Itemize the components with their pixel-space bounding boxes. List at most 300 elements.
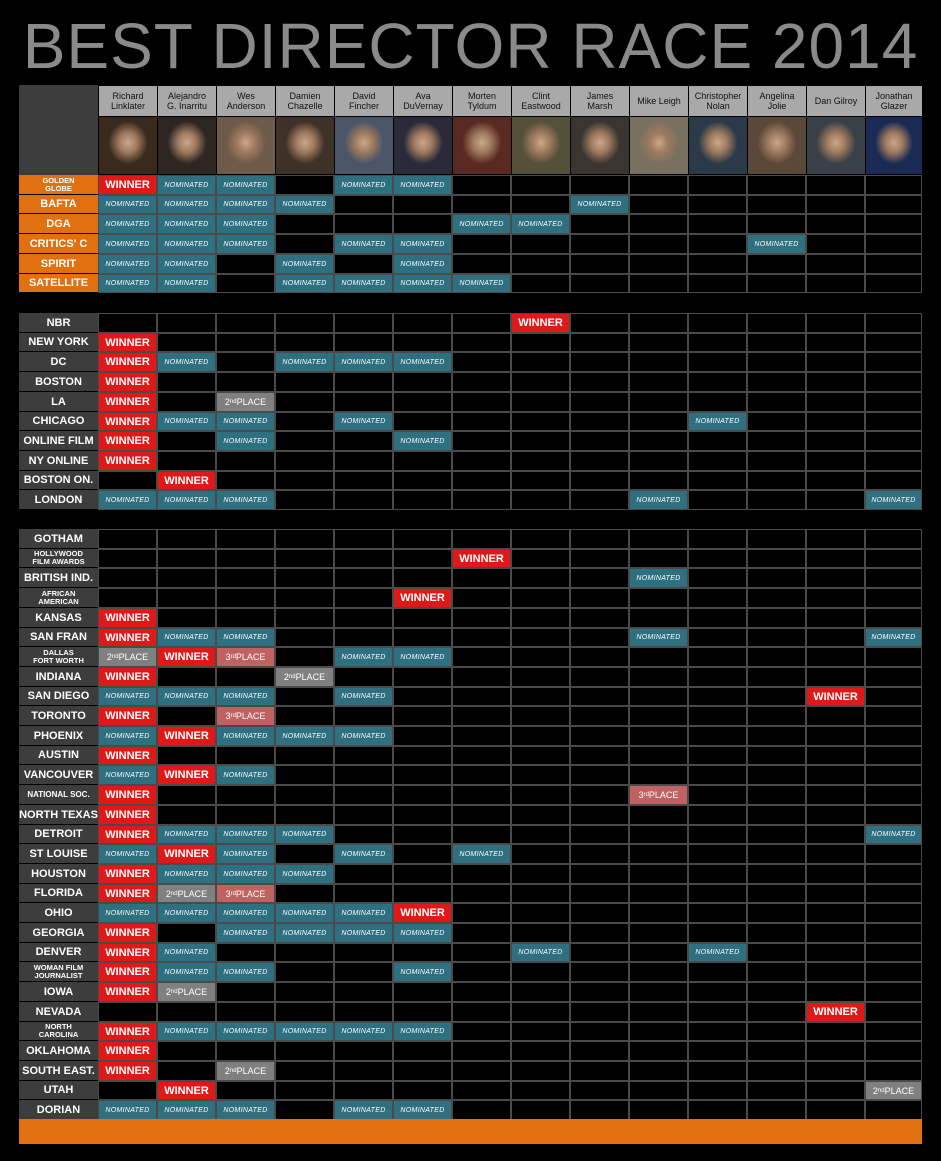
result-cell (688, 254, 747, 274)
result-cell (452, 1061, 511, 1081)
nominated-badge: NOMINATED (99, 215, 156, 233)
result-cell (688, 175, 747, 195)
nominated-badge: NOMINATED (335, 648, 392, 666)
result-cell (334, 214, 393, 234)
result-cell (865, 214, 922, 234)
nominated-badge: NOMINATED (158, 491, 215, 509)
winner-badge: WINNER (99, 334, 156, 351)
result-cell (511, 568, 570, 588)
result-cell (629, 313, 688, 333)
result-cell (511, 274, 570, 293)
result-cell (334, 884, 393, 903)
winner-badge: WINNER (99, 176, 156, 194)
result-cell (393, 844, 452, 864)
result-cell (570, 352, 629, 372)
place-badge: 3 rd PLACE (217, 648, 274, 666)
award-label: AFRICAN AMERICAN (19, 588, 98, 607)
result-cell (747, 923, 806, 943)
winner-badge: WINNER (99, 826, 156, 843)
result-cell (865, 333, 922, 352)
result-cell (452, 234, 511, 254)
nominated-badge: NOMINATED (99, 235, 156, 253)
result-cell (157, 588, 216, 608)
result-cell (688, 529, 747, 549)
result-cell (629, 962, 688, 982)
result-cell (334, 608, 393, 628)
result-cell (688, 785, 747, 805)
result-cell (393, 1041, 452, 1061)
result-cell (747, 1081, 806, 1100)
result-cell (334, 568, 393, 588)
award-label: NATIONAL SOC. (19, 785, 98, 804)
place-badge: 3 rd PLACE (217, 885, 274, 902)
result-cell (629, 1100, 688, 1120)
column-header: Jonathan Glazer (866, 86, 922, 116)
director-photo (512, 117, 570, 174)
result-cell (806, 647, 865, 667)
nominated-badge: NOMINATED (217, 865, 274, 883)
result-cell (629, 726, 688, 746)
result-cell (570, 884, 629, 903)
result-cell (216, 982, 275, 1002)
result-cell (511, 825, 570, 844)
result-cell (747, 588, 806, 608)
result-cell (393, 372, 452, 392)
result-cell (806, 195, 865, 214)
result-cell (452, 1081, 511, 1100)
nominated-badge: NOMINATED (158, 826, 215, 843)
result-cell (216, 1041, 275, 1061)
column-header: Clint Eastwood (512, 86, 570, 116)
result-cell (334, 451, 393, 471)
winner-badge: WINNER (99, 786, 156, 804)
result-cell (157, 706, 216, 726)
result-cell (511, 785, 570, 805)
result-cell (806, 1100, 865, 1120)
award-label: OKLAHOMA (19, 1041, 98, 1060)
result-cell (688, 864, 747, 884)
column-header: Christopher Nolan (689, 86, 747, 116)
result-cell (334, 1002, 393, 1022)
result-cell (806, 412, 865, 431)
winner-badge: WINNER (99, 452, 156, 470)
winner-badge: WINNER (99, 353, 156, 371)
result-cell (275, 392, 334, 412)
result-cell (216, 274, 275, 293)
result-cell (806, 608, 865, 628)
nominated-badge: NOMINATED (99, 196, 156, 213)
result-cell (688, 313, 747, 333)
result-cell (157, 1041, 216, 1061)
nominated-badge: NOMINATED (394, 255, 451, 273)
result-cell (334, 254, 393, 274)
result-cell (216, 805, 275, 825)
result-cell (806, 214, 865, 234)
result-cell (157, 1061, 216, 1081)
winner-badge: WINNER (807, 688, 864, 705)
result-cell (629, 254, 688, 274)
result-cell (865, 706, 922, 726)
result-cell (806, 490, 865, 510)
result-cell (334, 431, 393, 451)
result-cell (393, 392, 452, 412)
result-cell (629, 903, 688, 923)
result-cell (452, 1100, 511, 1120)
result-cell (452, 313, 511, 333)
result-cell (452, 352, 511, 372)
result-cell (334, 706, 393, 726)
nominated-badge: NOMINATED (217, 432, 274, 450)
nominated-badge: NOMINATED (335, 1023, 392, 1040)
result-cell (747, 214, 806, 234)
result-cell (452, 864, 511, 884)
result-cell (806, 392, 865, 412)
director-photo (807, 117, 865, 174)
result-cell (334, 333, 393, 352)
result-cell (275, 1061, 334, 1081)
result-cell (629, 1002, 688, 1022)
result-cell (452, 943, 511, 962)
result-cell (452, 765, 511, 785)
result-cell (865, 844, 922, 864)
result-cell (393, 568, 452, 588)
result-cell (806, 943, 865, 962)
result-cell (334, 392, 393, 412)
nominated-badge: NOMINATED (217, 924, 274, 942)
result-cell (334, 785, 393, 805)
result-cell (806, 451, 865, 471)
award-label: BAFTA (19, 195, 98, 213)
result-cell (511, 1041, 570, 1061)
nominated-badge: NOMINATED (276, 727, 333, 745)
result-cell (688, 805, 747, 825)
result-cell (275, 588, 334, 608)
result-cell (275, 844, 334, 864)
result-cell (334, 1041, 393, 1061)
column-header: Mike Leigh (630, 86, 688, 116)
award-label: NEVADA (19, 1002, 98, 1021)
result-cell (452, 588, 511, 608)
nominated-badge: NOMINATED (335, 727, 392, 745)
award-label: KANSAS (19, 608, 98, 627)
director-photo (866, 117, 922, 174)
nominated-badge: NOMINATED (276, 255, 333, 273)
result-cell (570, 471, 629, 490)
column-header: Wes Anderson (217, 86, 275, 116)
result-cell (275, 529, 334, 549)
result-cell (570, 274, 629, 293)
column-header: Damien Chazelle (276, 86, 334, 116)
result-cell (865, 549, 922, 568)
nominated-badge: NOMINATED (335, 904, 392, 922)
result-cell (629, 667, 688, 687)
result-cell (334, 746, 393, 765)
result-cell (511, 923, 570, 943)
result-cell (865, 431, 922, 451)
page-title: BEST DIRECTOR RACE 2014 (22, 10, 919, 82)
result-cell (452, 1041, 511, 1061)
result-cell (747, 313, 806, 333)
result-cell (688, 333, 747, 352)
result-cell (393, 490, 452, 510)
result-cell (865, 451, 922, 471)
result-cell (688, 1081, 747, 1100)
result-cell (393, 884, 452, 903)
result-cell (511, 805, 570, 825)
result-cell (806, 529, 865, 549)
result-cell (806, 1041, 865, 1061)
result-cell (629, 451, 688, 471)
nominated-badge: NOMINATED (335, 1101, 392, 1119)
award-label: LONDON (19, 490, 98, 509)
result-cell (629, 333, 688, 352)
result-cell (393, 333, 452, 352)
result-cell (688, 923, 747, 943)
result-cell (629, 1061, 688, 1081)
nominated-badge: NOMINATED (99, 255, 156, 273)
winner-badge: WINNER (99, 1062, 156, 1080)
result-cell (452, 1002, 511, 1022)
result-cell (275, 471, 334, 490)
result-cell (393, 864, 452, 884)
result-cell (452, 687, 511, 706)
column-header: Alejandro G. Inarritu (158, 86, 216, 116)
winner-badge: WINNER (99, 944, 156, 961)
award-label: DGA (19, 214, 98, 233)
nominated-badge: NOMINATED (276, 196, 333, 213)
result-cell (334, 1081, 393, 1100)
column-header: Ava DuVernay (394, 86, 452, 116)
result-cell (806, 825, 865, 844)
nominated-badge: NOMINATED (512, 944, 569, 961)
nominated-badge: NOMINATED (217, 235, 274, 253)
nominated-badge: NOMINATED (217, 215, 274, 233)
result-cell (511, 903, 570, 923)
nominated-badge: NOMINATED (217, 904, 274, 922)
result-cell (747, 392, 806, 412)
result-cell (865, 1002, 922, 1022)
result-cell (157, 451, 216, 471)
result-cell (629, 195, 688, 214)
result-cell (393, 943, 452, 962)
result-cell (570, 982, 629, 1002)
result-cell (865, 785, 922, 805)
nominated-badge: NOMINATED (335, 924, 392, 942)
result-cell (216, 785, 275, 805)
result-cell (865, 412, 922, 431)
nominated-badge: NOMINATED (453, 275, 510, 292)
winner-badge: WINNER (99, 865, 156, 883)
result-cell (747, 785, 806, 805)
result-cell (511, 490, 570, 510)
result-cell (570, 451, 629, 471)
result-cell (511, 412, 570, 431)
result-cell (629, 746, 688, 765)
award-label: SATELLITE (19, 274, 98, 292)
result-cell (334, 372, 393, 392)
result-cell (629, 372, 688, 392)
result-cell (452, 471, 511, 490)
result-cell (688, 431, 747, 451)
award-label: BRITISH IND. (19, 568, 98, 587)
result-cell (570, 529, 629, 549)
nominated-badge: NOMINATED (217, 963, 274, 981)
result-cell (216, 549, 275, 568)
result-cell (511, 962, 570, 982)
result-cell (688, 765, 747, 785)
result-cell (216, 746, 275, 765)
result-cell (570, 1081, 629, 1100)
result-cell (629, 805, 688, 825)
nominated-badge: NOMINATED (335, 353, 392, 371)
result-cell (747, 431, 806, 451)
result-cell (98, 529, 157, 549)
result-cell (688, 1100, 747, 1120)
result-cell (747, 490, 806, 510)
award-label: TORONTO (19, 706, 98, 725)
result-cell (216, 471, 275, 490)
result-cell (629, 923, 688, 943)
winner-badge: WINNER (99, 432, 156, 450)
result-cell (452, 608, 511, 628)
result-cell (511, 529, 570, 549)
winner-badge: WINNER (99, 629, 156, 646)
award-label: LA (19, 392, 98, 411)
result-cell (688, 471, 747, 490)
result-cell (452, 726, 511, 746)
result-cell (688, 274, 747, 293)
result-cell (157, 568, 216, 588)
winner-badge: WINNER (807, 1003, 864, 1021)
result-cell (275, 214, 334, 234)
result-cell (806, 234, 865, 254)
place-badge: 2 nd PLACE (217, 393, 274, 411)
nominated-badge: NOMINATED (158, 688, 215, 705)
result-cell (570, 647, 629, 667)
result-cell (216, 372, 275, 392)
award-label: SAN DIEGO (19, 687, 98, 705)
nominated-badge: NOMINATED (99, 904, 156, 922)
nominated-badge: NOMINATED (276, 275, 333, 292)
result-cell (865, 313, 922, 333)
result-cell (216, 313, 275, 333)
nominated-badge: NOMINATED (394, 648, 451, 666)
director-photo (453, 117, 511, 174)
result-cell (570, 726, 629, 746)
result-cell (806, 333, 865, 352)
result-cell (865, 352, 922, 372)
result-cell (570, 175, 629, 195)
award-label: PHOENIX (19, 726, 98, 745)
column-header: David Fincher (335, 86, 393, 116)
result-cell (570, 1041, 629, 1061)
place-badge: 2 nd PLACE (217, 1062, 274, 1080)
nominated-badge: NOMINATED (335, 176, 392, 194)
result-cell (865, 805, 922, 825)
result-cell (629, 943, 688, 962)
nominated-badge: NOMINATED (394, 1101, 451, 1119)
nominated-badge: NOMINATED (453, 845, 510, 863)
result-cell (806, 706, 865, 726)
result-cell (570, 765, 629, 785)
result-cell (688, 982, 747, 1002)
column-header: Angelina Jolie (748, 86, 806, 116)
result-cell (275, 785, 334, 805)
result-cell (511, 451, 570, 471)
award-label: VANCOUVER (19, 765, 98, 784)
result-cell (629, 647, 688, 667)
result-cell (747, 962, 806, 982)
result-cell (629, 765, 688, 785)
result-cell (629, 529, 688, 549)
result-cell (393, 765, 452, 785)
place-badge: 2 nd PLACE (158, 983, 215, 1001)
result-cell (157, 313, 216, 333)
column-header: James Marsh (571, 86, 629, 116)
result-cell (511, 706, 570, 726)
result-cell (806, 864, 865, 884)
result-cell (275, 490, 334, 510)
result-cell (865, 1061, 922, 1081)
result-cell (865, 588, 922, 608)
result-cell (570, 923, 629, 943)
result-cell (98, 549, 157, 568)
winner-badge: WINNER (394, 589, 451, 607)
result-cell (865, 568, 922, 588)
winner-badge: WINNER (158, 727, 215, 745)
result-cell (747, 175, 806, 195)
award-label: CRITICS' C (19, 234, 98, 253)
result-cell (452, 706, 511, 726)
director-photo (276, 117, 334, 174)
result-cell (157, 333, 216, 352)
result-cell (511, 1022, 570, 1041)
award-label: NORTH TEXAS (19, 805, 98, 824)
winner-badge: WINNER (99, 413, 156, 430)
result-cell (806, 884, 865, 903)
result-cell (511, 1100, 570, 1120)
nominated-badge: NOMINATED (217, 196, 274, 213)
result-cell (157, 392, 216, 412)
result-cell (806, 431, 865, 451)
result-cell (452, 647, 511, 667)
result-cell (216, 667, 275, 687)
result-cell (806, 313, 865, 333)
result-cell (511, 333, 570, 352)
result-cell (275, 313, 334, 333)
result-cell (511, 982, 570, 1002)
result-cell (275, 943, 334, 962)
result-cell (865, 962, 922, 982)
result-cell (570, 844, 629, 864)
result-cell (747, 687, 806, 706)
result-cell (747, 254, 806, 274)
result-cell (688, 1041, 747, 1061)
result-cell (629, 1041, 688, 1061)
nominated-badge: NOMINATED (335, 275, 392, 292)
award-label: SPIRIT (19, 254, 98, 273)
result-cell (393, 628, 452, 647)
result-cell (452, 884, 511, 903)
nominated-badge: NOMINATED (158, 1023, 215, 1040)
nominated-badge: NOMINATED (630, 629, 687, 646)
nominated-badge: NOMINATED (99, 727, 156, 745)
result-cell (806, 471, 865, 490)
result-cell (865, 175, 922, 195)
result-cell (452, 372, 511, 392)
result-cell (334, 588, 393, 608)
result-cell (747, 903, 806, 923)
